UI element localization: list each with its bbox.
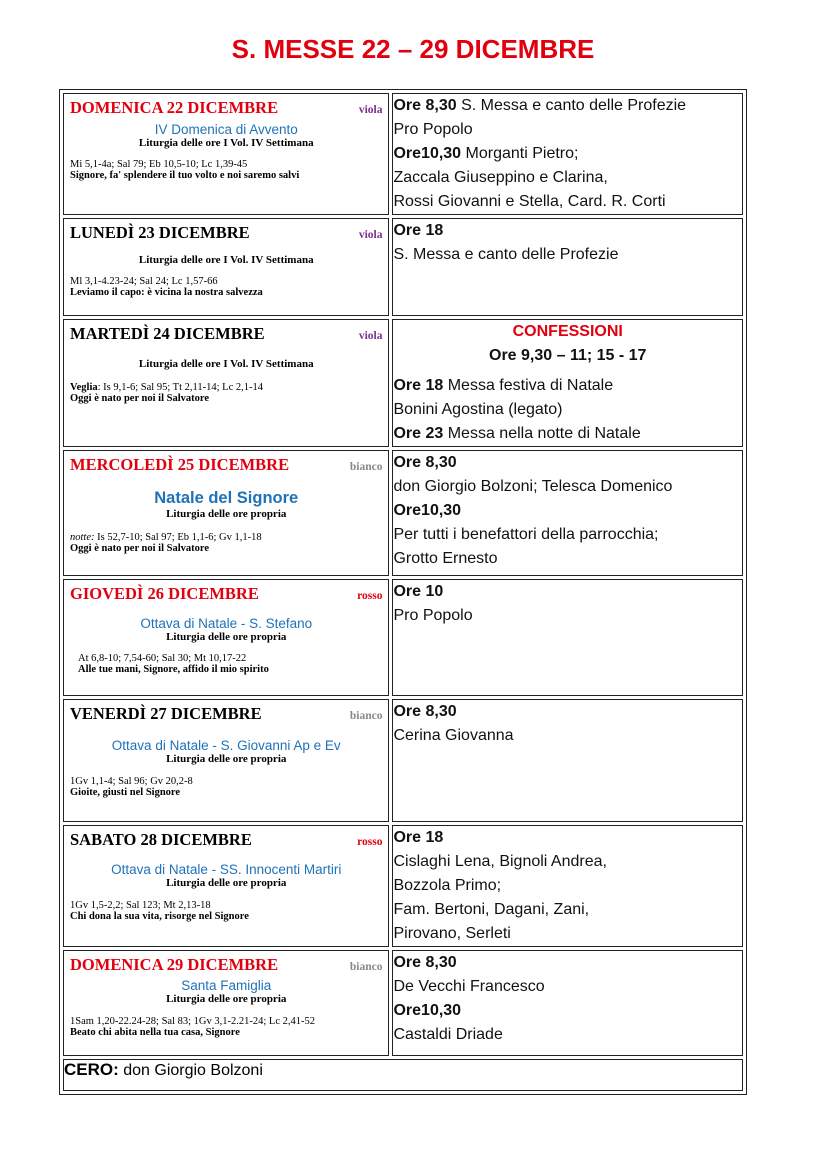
- mass-line: Per tutti i benefattori della parrocchia;: [393, 526, 659, 543]
- day-info-cell: [63, 950, 389, 1056]
- table-row: [63, 825, 743, 947]
- feast-name: Natale del Signore: [154, 489, 299, 507]
- day-info-cell: [63, 93, 389, 215]
- mass-cell: [392, 950, 743, 1056]
- confession-hours: Ore 9,30 – 11; 15 - 17: [489, 347, 647, 364]
- mass-cell: [392, 93, 743, 215]
- day-info-cell: [63, 218, 389, 316]
- liturgical-color: rosso: [357, 836, 383, 848]
- motto: Leviamo il capo: è vicina la nostra salvezza: [70, 287, 263, 298]
- motto: Chi dona la sua vita, risorge nel Signore: [70, 911, 249, 922]
- table-row: [63, 579, 743, 696]
- liturgy-note: Liturgia delle ore propria: [166, 631, 287, 643]
- mass-line: Ore 18: [393, 829, 444, 846]
- day-name: DOMENICA 22 DICEMBRE: [70, 98, 279, 117]
- mass-line: Fam. Bertoni, Dagani, Zani,: [393, 901, 590, 918]
- mass-cell: [392, 218, 743, 316]
- mass-cell: [392, 319, 743, 447]
- mass-cell: [392, 699, 743, 822]
- mass-line: Bozzola Primo;: [393, 877, 502, 894]
- table-row: [63, 699, 743, 822]
- mass-line: De Vecchi Francesco: [393, 978, 545, 995]
- liturgical-color: bianco: [349, 961, 383, 973]
- mass-line: Cislaghi Lena, Bignoli Andrea,: [393, 853, 607, 870]
- day-name: DOMENICA 29 DICEMBRE: [70, 955, 279, 974]
- readings: 1Sam 1,20-22.24-28; Sal 83; 1Gv 3,1-2.21-24; Lc 2,41-52: [70, 1016, 315, 1027]
- mass-line: Pro Popolo: [393, 121, 473, 138]
- mass-line: Zaccala Giuseppino e Clarina,: [393, 169, 608, 186]
- mass-line: Ore 8,30 S. Messa e canto delle Profezie: [393, 97, 687, 114]
- table-row: [63, 218, 743, 316]
- mass-line: Ore 8,30: [393, 954, 457, 971]
- cero-cell: [63, 1059, 743, 1091]
- motto: Alle tue mani, Signore, affido il mio spirito: [78, 664, 269, 675]
- mass-line: Cerina Giovanna: [393, 727, 514, 744]
- liturgy-note: Liturgia delle ore I Vol. IV Settimana: [138, 358, 314, 370]
- motto: Gioite, giusti nel Signore: [70, 787, 181, 798]
- liturgy-note: Liturgia delle ore I Vol. IV Settimana: [138, 137, 314, 149]
- day-info-cell: [63, 319, 389, 447]
- liturgy-note: Liturgia delle ore propria: [166, 508, 287, 520]
- mass-cell: [392, 825, 743, 947]
- mass-line: Ore 10: [393, 583, 444, 600]
- mass-line: Ore 18 Messa festiva di Natale: [393, 377, 614, 394]
- mass-line: Castaldi Driade: [393, 1026, 503, 1043]
- mass-line: Pro Popolo: [393, 607, 473, 624]
- liturgical-color: rosso: [357, 590, 383, 602]
- mass-line: Ore10,30 Morganti Pietro;: [393, 145, 579, 162]
- mass-line: Ore10,30: [393, 1002, 462, 1019]
- feast-name: Santa Famiglia: [181, 978, 272, 993]
- readings: Mi 5,1-4a; Sal 79; Eb 10,5-10; Lc 1,39-45: [70, 159, 248, 170]
- mass-line: Rossi Giovanni e Stella, Card. R. Corti: [393, 193, 666, 210]
- liturgy-note: Liturgia delle ore propria: [166, 877, 287, 889]
- readings: Ml 3,1-4.23-24; Sal 24; Lc 1,57-66: [70, 276, 218, 287]
- liturgy-note: Liturgia delle ore propria: [166, 753, 287, 765]
- feast-name: Ottava di Natale - S. Giovanni Ap e Ev: [111, 738, 341, 753]
- motto: Signore, fa' splendere il tuo volto e noi saremo salvi: [70, 170, 300, 181]
- readings: Veglia: Is 9,1-6; Sal 95; Tt 2,11-14; Lc 2,1-14: [70, 382, 263, 393]
- day-info-cell: [63, 579, 389, 696]
- day-name: VENERDÌ 27 DICEMBRE: [70, 704, 262, 723]
- mass-cell: [392, 579, 743, 696]
- mass-cell: [392, 450, 743, 576]
- feast-name: IV Domenica di Avvento: [154, 122, 298, 137]
- day-info-cell: [63, 825, 389, 947]
- mass-line: don Giorgio Bolzoni; Telesca Domenico: [393, 478, 673, 495]
- mass-line: Ore 18: [393, 222, 444, 239]
- mass-line: S. Messa e canto delle Profezie: [393, 246, 619, 263]
- table-row: [63, 1059, 743, 1091]
- feast-name: Ottava di Natale - SS. Innocenti Martiri: [111, 862, 342, 877]
- mass-line: Bonini Agostina (legato): [393, 401, 563, 418]
- readings: 1Gv 1,5-2,2; Sal 123; Mt 2,13-18: [70, 900, 211, 911]
- day-name: MERCOLEDÌ 25 DICEMBRE: [70, 455, 290, 474]
- mass-line: Grotto Ernesto: [393, 550, 498, 567]
- feast-name: Ottava di Natale - S. Stefano: [140, 616, 313, 631]
- liturgical-color: bianco: [349, 710, 383, 722]
- day-info-cell: [63, 450, 389, 576]
- motto: Beato chi abita nella tua casa, Signore: [70, 1027, 240, 1038]
- schedule-table: [59, 89, 747, 1095]
- table-row: [63, 450, 743, 576]
- day-name: MARTEDÌ 24 DICEMBRE: [70, 324, 265, 343]
- motto: Oggi è nato per noi il Salvatore: [70, 543, 210, 554]
- readings: 1Gv 1,1-4; Sal 96; Gv 20,2-8: [70, 776, 193, 787]
- liturgical-color: viola: [358, 104, 383, 116]
- mass-line: Ore 8,30: [393, 703, 457, 720]
- motto: Oggi è nato per noi il Salvatore: [70, 393, 210, 404]
- cero-label: CERO:: [64, 1060, 119, 1079]
- table-row: [63, 319, 743, 447]
- liturgical-color: viola: [358, 330, 383, 342]
- page-title: S. MESSE 22 – 29 DICEMBRE: [231, 34, 595, 64]
- readings: At 6,8-10; 7,54-60; Sal 30; Mt 10,17-22: [78, 653, 247, 664]
- day-name: GIOVEDÌ 26 DICEMBRE: [70, 584, 259, 603]
- mass-line: Pirovano, Serleti: [393, 925, 511, 942]
- mass-line: Ore10,30: [393, 502, 462, 519]
- liturgical-color: bianco: [349, 461, 383, 473]
- liturgy-note: Liturgia delle ore I Vol. IV Settimana: [138, 254, 314, 266]
- day-name: SABATO 28 DICEMBRE: [70, 830, 252, 849]
- mass-line: Ore 23 Messa nella notte di Natale: [393, 425, 641, 442]
- day-info-cell: [63, 699, 389, 822]
- confession-title: CONFESSIONI: [512, 323, 623, 340]
- mass-line: Ore 8,30: [393, 454, 457, 471]
- table-row: [63, 950, 743, 1056]
- liturgy-note: Liturgia delle ore propria: [166, 993, 287, 1005]
- liturgical-color: viola: [358, 229, 383, 241]
- day-name: LUNEDÌ 23 DICEMBRE: [70, 223, 250, 242]
- cero-text: don Giorgio Bolzoni: [118, 1062, 263, 1079]
- table-row: [63, 93, 743, 215]
- readings: notte: Is 52,7-10; Sal 97; Eb 1,1-6; Gv 1,1-18: [70, 532, 262, 543]
